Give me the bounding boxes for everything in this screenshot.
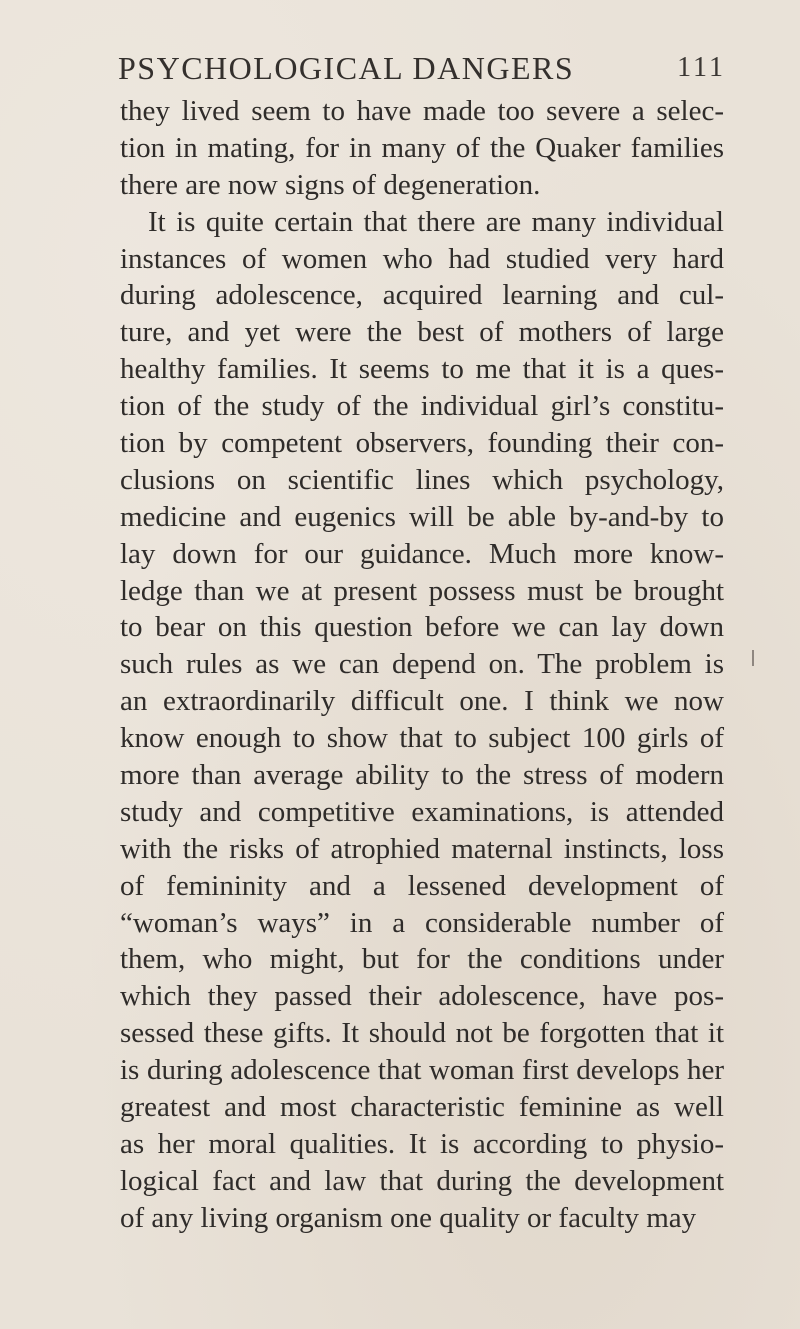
text-line: with the risks of atrophied maternal instincts, loss [120, 832, 724, 865]
text-line: “woman’s ways” in a considerable number of [120, 906, 724, 939]
text-line: there are now signs of degeneration. [120, 168, 541, 201]
text-line: they lived seem to have made too severe a selec- [120, 95, 724, 127]
text-line: is during adolescence that woman first develops her [120, 1054, 724, 1087]
text-line: study and competitive examinations, is attended [120, 795, 724, 828]
text-line: instances of women who had studied very hard [120, 242, 724, 275]
page-number: 111 [677, 52, 726, 83]
text-line: lay down for our guidance. Much more know- [120, 537, 724, 570]
text-line: tion of the study of the individual girl’s constitu- [120, 390, 724, 423]
text-line: healthy families. It seems to me that it is a ques- [120, 353, 724, 386]
text-line: such rules as we can depend on. The problem is [120, 648, 724, 681]
text-line: of any living organism one quality or faculty may [120, 1201, 697, 1234]
margin-mark [752, 650, 754, 666]
running-head [118, 48, 726, 88]
text-line: tion by competent observers, founding their con- [120, 427, 724, 460]
text-line: medicine and eugenics will be able by-and-by to [120, 500, 724, 533]
text-line: more than average ability to the stress of modern [120, 759, 724, 792]
text-line: as her moral qualities. It is according to physio- [120, 1127, 724, 1160]
text-line: clusions on scientific lines which psychology, [120, 463, 724, 496]
text-line: them, who might, but for the conditions under [120, 943, 724, 976]
text-line: an extraordinarily difficult one. I think we now [120, 685, 724, 718]
text-line: to bear on this question before we can lay down [120, 611, 724, 644]
text-line: sessed these gifts. It should not be forgotten that it [120, 1017, 724, 1050]
text-line: know enough to show that to subject 100 girls of [120, 722, 724, 755]
body-text [120, 93, 724, 1237]
text-line: logical fact and law that during the development [120, 1164, 724, 1197]
text-line: greatest and most characteristic feminine as well [120, 1091, 724, 1124]
text-line: during adolescence, acquired learning and cul- [120, 279, 724, 312]
running-head-title: PSYCHOLOGICAL DANGERS [118, 50, 575, 86]
text-line: ledge than we at present possess must be brought [120, 574, 724, 607]
text-line: ture, and yet were the best of mothers of large [120, 316, 724, 349]
text-line: It is quite certain that there are many individual [148, 205, 724, 238]
text-line: of femininity and a lessened development of [120, 869, 724, 902]
text-line: tion in mating, for in many of the Quaker families [120, 131, 724, 164]
text-line: which they passed their adolescence, have pos- [120, 980, 724, 1013]
